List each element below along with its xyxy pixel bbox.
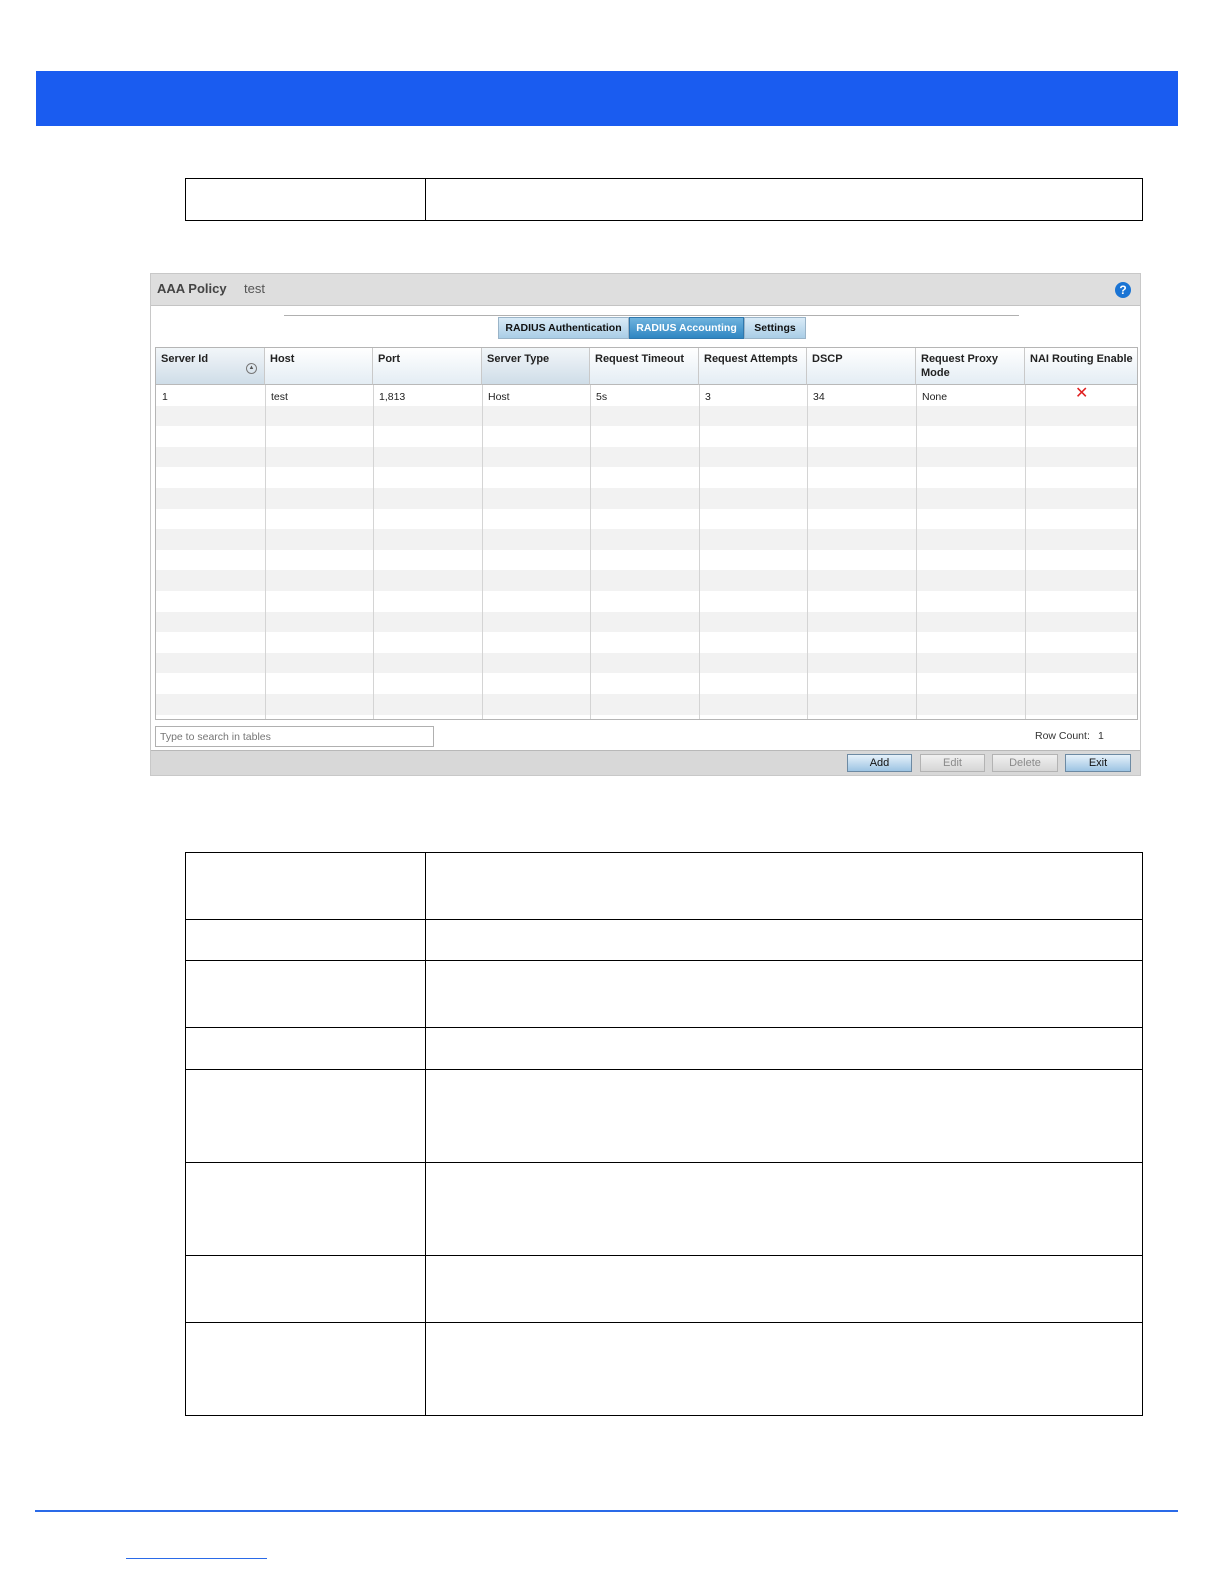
red-x-icon: ✕ [1075,385,1089,402]
column-divider [482,385,483,719]
table-row[interactable] [156,385,1137,406]
accounting-servers-table [155,347,1138,720]
empty-table-row [156,529,1137,550]
column-header-nai-routing-enable[interactable]: NAI Routing Enable [1025,348,1138,385]
empty-table-row [156,488,1137,509]
column-header-dscp[interactable]: DSCP [807,348,916,385]
cell-request-attempts: 3 [705,391,711,403]
empty-table-row [156,406,1137,427]
column-header-server-type[interactable]: Server Type [482,348,590,385]
delete-button[interactable]: Delete [992,754,1058,772]
column-divider [699,385,700,719]
add-button[interactable]: Add [847,754,912,772]
doc-table-top [185,178,1143,221]
panel-subtitle: test [244,281,265,296]
column-header-request-attempts[interactable]: Request Attempts [699,348,807,385]
row-count-label: Row Count: [1035,730,1090,742]
empty-table-row [156,509,1137,530]
cell-dscp: 34 [813,391,825,403]
tab-settings[interactable]: Settings [744,317,806,339]
empty-table-row [156,426,1137,447]
table-header [156,348,1137,385]
column-divider [373,385,374,719]
column-header-host[interactable]: Host [265,348,373,385]
question-icon[interactable]: ? [1115,282,1131,298]
column-header-server-id[interactable]: Server Id ▲ [156,348,265,385]
page-header-banner [36,71,1178,126]
footer-rule [35,1510,1178,1512]
empty-table-row [156,550,1137,571]
sort-ascending-icon[interactable]: ▲ [246,363,257,374]
empty-table-row [156,612,1137,633]
empty-table-row [156,632,1137,653]
column-divider [265,385,266,719]
exit-button[interactable]: Exit [1065,754,1131,772]
empty-table-row [156,447,1137,468]
column-divider [807,385,808,719]
column-header-request-proxy-mode[interactable]: Request Proxy Mode [916,348,1025,385]
panel-header [151,274,1140,306]
cell-port: 1,813 [379,391,406,403]
cell-server-id: 1 [162,391,168,403]
column-divider [590,385,591,719]
cell-server-type: Host [488,391,510,403]
aaa-policy-window [150,273,1141,776]
empty-table-row [156,591,1137,612]
table-search-input[interactable] [155,726,434,747]
column-header-request-timeout[interactable]: Request Timeout [590,348,699,385]
row-count-value: 1 [1098,730,1104,742]
empty-table-row [156,467,1137,488]
column-header-port[interactable]: Port [373,348,482,385]
empty-table-row [156,653,1137,674]
column-divider [916,385,917,719]
panel-title: AAA Policy [157,281,227,296]
footer-link-underline [126,1558,267,1559]
cell-request-proxy-mode: None [922,391,948,403]
doc-table-bottom [185,852,1143,1416]
column-divider [1025,385,1026,719]
cell-request-timeout: 5s [596,391,608,403]
cell-host: test [271,391,288,403]
button-bar [151,750,1140,775]
empty-table-row [156,715,1137,720]
empty-table-row [156,673,1137,694]
tab-radius-accounting[interactable]: RADIUS Accounting [629,317,744,339]
cell-nai-routing-enable [1025,385,1138,406]
edit-button[interactable]: Edit [920,754,985,772]
tabs-divider [284,315,1019,316]
empty-table-row [156,570,1137,591]
empty-table-row [156,694,1137,715]
tab-radius-authentication[interactable]: RADIUS Authentication [498,317,629,339]
